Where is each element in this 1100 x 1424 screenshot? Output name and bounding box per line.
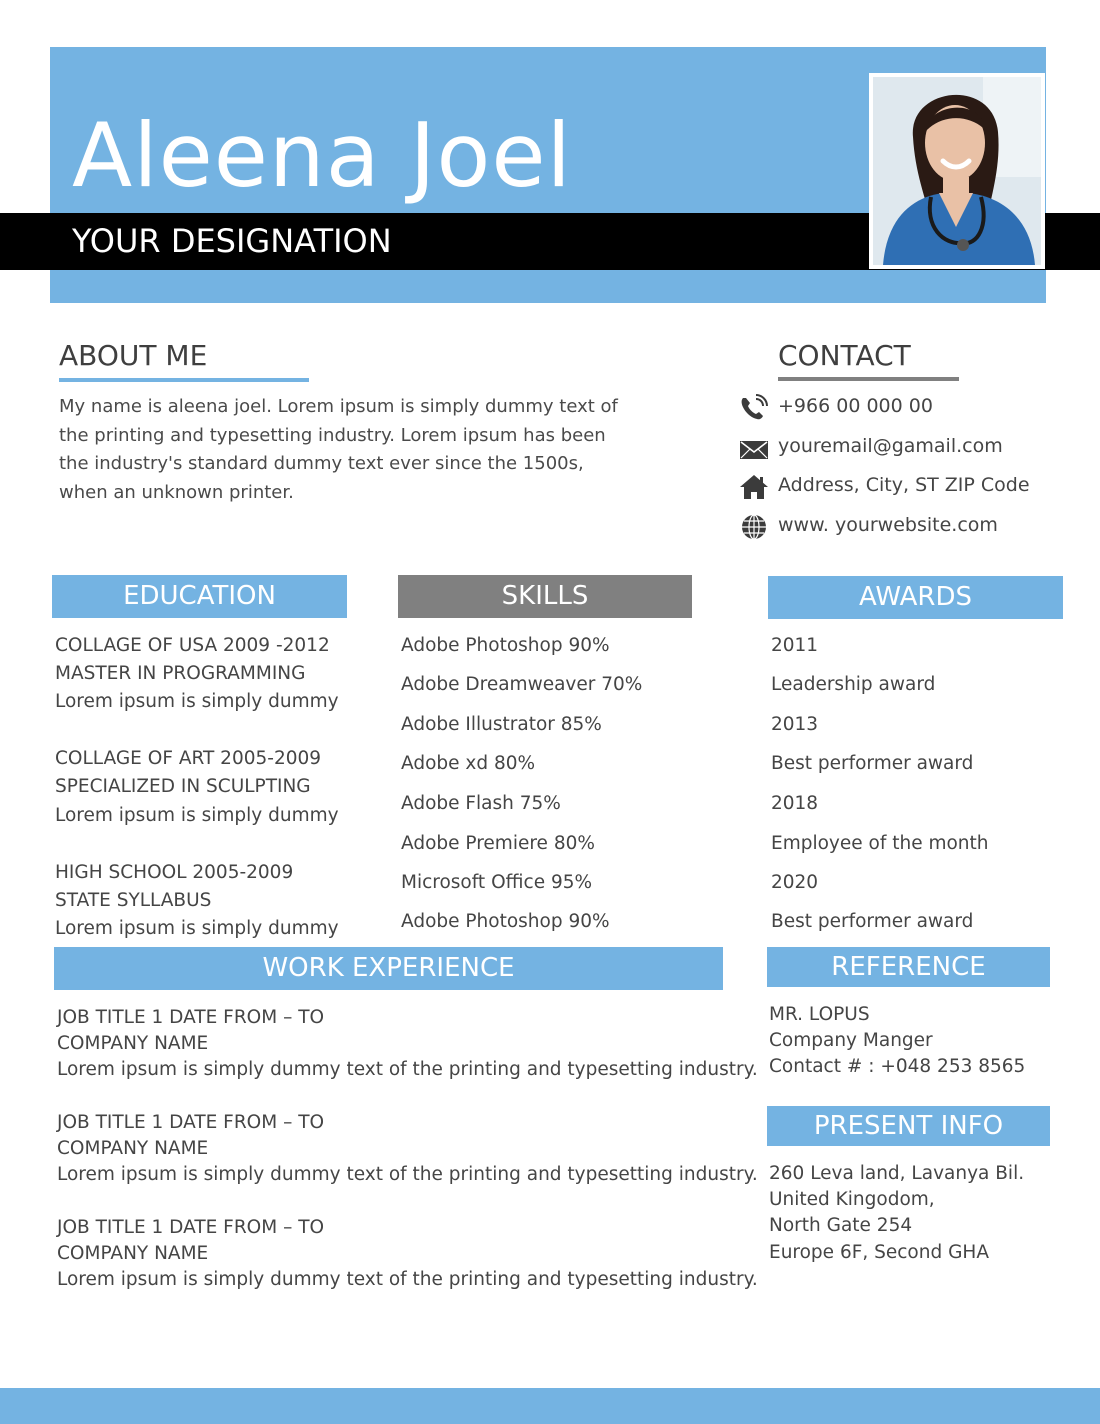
- education-line: MASTER IN PROGRAMMING: [55, 663, 306, 684]
- about-line: the industry's standard dummy text ever since the 1500s,: [59, 453, 584, 474]
- about-line: the printing and typesetting industry. Lorem ipsum has been: [59, 424, 606, 446]
- education-line: HIGH SCHOOL 2005-2009: [55, 862, 294, 883]
- work-company: COMPANY NAME: [57, 1033, 209, 1054]
- reference-role: Company Manger: [769, 1030, 933, 1051]
- reference-contact: Contact # : +048 253 8565: [769, 1056, 1026, 1077]
- about-line: My name is aleena joel. Lorem ipsum is simply dummy text of: [59, 396, 618, 417]
- contact-phone: +966 00 000 00: [778, 395, 933, 417]
- contact-title: CONTACT: [778, 339, 911, 372]
- present-info-line: 260 Leva land, Lavanya Bil.: [769, 1163, 1025, 1184]
- skill-item: Adobe Dreamweaver 70%: [401, 674, 643, 695]
- award-item: Leadership award: [771, 674, 936, 695]
- resume-designation: YOUR DESIGNATION: [72, 222, 392, 260]
- contact-website: www. yourwebsite.com: [778, 514, 998, 536]
- contact-underline: [778, 377, 959, 381]
- education-line: Lorem ipsum is simply dummy: [55, 691, 339, 712]
- awards-header: AWARDS: [768, 576, 1063, 619]
- present-info-line: United Kingodom,: [769, 1189, 935, 1210]
- contact-email: youremail@gamail.com: [778, 435, 1003, 457]
- skills-header: SKILLS: [398, 575, 692, 618]
- education-line: Lorem ipsum is simply dummy: [55, 805, 339, 826]
- award-item: 2020: [771, 872, 819, 893]
- award-item: 2011: [771, 635, 819, 656]
- education-line: COLLAGE OF USA 2009 -2012: [55, 635, 330, 656]
- award-item: Best performer award: [771, 753, 974, 774]
- profile-photo-illustration: [873, 77, 1041, 265]
- work-desc: Lorem ipsum is simply dummy text of the printing and typesetting industry.: [57, 1269, 758, 1290]
- about-text: [59, 393, 639, 507]
- home-icon: [738, 473, 770, 501]
- email-icon: [738, 434, 770, 462]
- skill-item: Adobe xd 80%: [401, 753, 536, 774]
- skill-item: Adobe Flash 75%: [401, 793, 561, 814]
- contact-address-row: [738, 472, 1098, 502]
- work-company: COMPANY NAME: [57, 1138, 209, 1159]
- contact-address: Address, City, ST ZIP Code: [778, 474, 1030, 496]
- award-item: 2013: [771, 714, 819, 735]
- award-item: Employee of the month: [771, 833, 989, 854]
- award-item: Best performer award: [771, 911, 974, 932]
- contact-email-row: [738, 433, 1098, 463]
- work-desc: Lorem ipsum is simply dummy text of the printing and typesetting industry.: [57, 1059, 758, 1080]
- footer-band: [0, 1388, 1100, 1424]
- education-line: SPECIALIZED IN SCULPTING: [55, 776, 311, 797]
- work-job-title: JOB TITLE 1 DATE FROM – TO: [57, 1007, 325, 1028]
- work-desc: Lorem ipsum is simply dummy text of the printing and typesetting industry.: [57, 1164, 758, 1185]
- profile-photo: [869, 73, 1045, 269]
- skill-item: Adobe Illustrator 85%: [401, 714, 602, 735]
- about-line: when an unknown printer.: [59, 481, 294, 503]
- work-company: COMPANY NAME: [57, 1243, 209, 1264]
- education-line: Lorem ipsum is simply dummy: [55, 918, 339, 939]
- resume-name: Aleena Joel: [72, 104, 572, 207]
- globe-icon: [738, 513, 770, 541]
- phone-icon: [738, 394, 770, 422]
- skill-item: Adobe Premiere 80%: [401, 833, 595, 854]
- contact-website-row: [738, 512, 1098, 542]
- present-info-line: North Gate 254: [769, 1215, 913, 1236]
- present-info-header: PRESENT INFO: [767, 1106, 1050, 1146]
- education-line: STATE SYLLABUS: [55, 890, 212, 911]
- reference-header: REFERENCE: [767, 947, 1050, 987]
- skill-item: Microsoft Office 95%: [401, 872, 593, 893]
- about-title: ABOUT ME: [59, 339, 208, 372]
- work-job-title: JOB TITLE 1 DATE FROM – TO: [57, 1217, 325, 1238]
- work-job-title: JOB TITLE 1 DATE FROM – TO: [57, 1112, 325, 1133]
- award-item: 2018: [771, 793, 819, 814]
- education-header: EDUCATION: [52, 575, 347, 618]
- about-underline: [59, 378, 309, 382]
- contact-phone-row: [738, 393, 1098, 423]
- skill-item: Adobe Photoshop 90%: [401, 911, 610, 932]
- education-line: COLLAGE OF ART 2005-2009: [55, 748, 322, 769]
- work-header: WORK EXPERIENCE: [54, 947, 723, 990]
- reference-name: MR. LOPUS: [769, 1004, 870, 1025]
- skill-item: Adobe Photoshop 90%: [401, 635, 610, 656]
- present-info-line: Europe 6F, Second GHA: [769, 1242, 989, 1263]
